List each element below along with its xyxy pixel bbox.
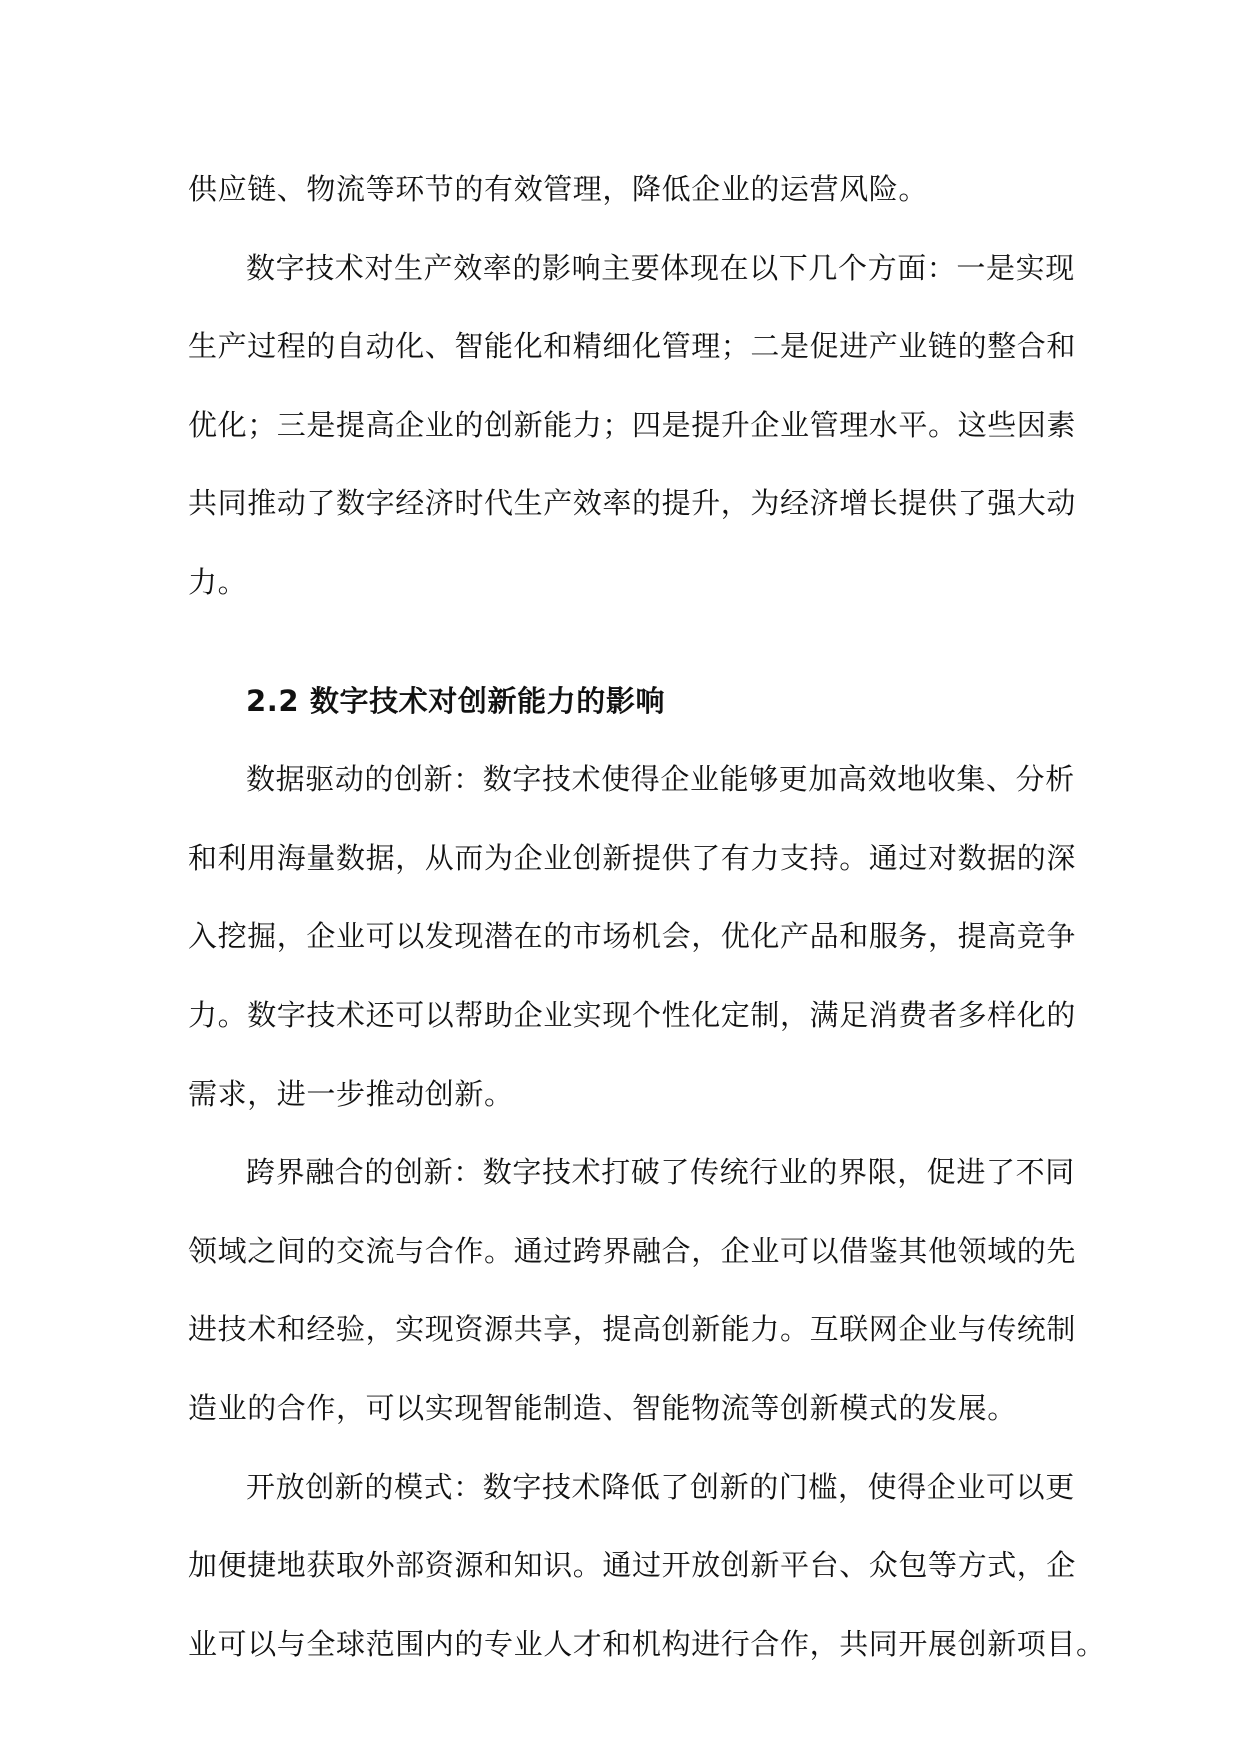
paragraph-cross-industry-innovation bbox=[188, 1133, 1077, 1447]
text-line: 生产过程的自动化、智能化和精细化管理；二是促进产业链的整合和 bbox=[188, 329, 1077, 364]
paragraph-data-driven-innovation bbox=[188, 740, 1077, 1133]
text-line: 供应链、物流等环节的有效管理，降低企业的运营风险。 bbox=[188, 172, 929, 206]
text-line: 需求，进一步推动创新。 bbox=[188, 1076, 514, 1111]
paragraph-open-innovation bbox=[188, 1448, 1106, 1684]
text-line: 力。数字技术还可以帮助企业实现个性化定制，满足消费者多样化的 bbox=[188, 997, 1077, 1032]
text-line: 进技术和经验，实现资源共享，提高创新能力。互联网企业与传统制 bbox=[188, 1312, 1077, 1347]
text-line: 造业的合作，可以实现智能制造、智能物流等创新模式的发展。 bbox=[188, 1390, 1017, 1425]
text-line: 领域之间的交流与合作。通过跨界融合，企业可以借鉴其他领域的先 bbox=[188, 1233, 1077, 1268]
paragraph-production-efficiency bbox=[188, 229, 1077, 622]
text-line: 数字技术对生产效率的影响主要体现在以下几个方面：一是实现 bbox=[246, 250, 1075, 285]
text-line: 开放创新的模式：数字技术降低了创新的门槛，使得企业可以更 bbox=[246, 1469, 1075, 1504]
text-line: 共同推动了数字经济时代生产效率的提升，为经济增长提供了强大动 bbox=[188, 486, 1077, 521]
spacer bbox=[188, 622, 1058, 662]
text-line: 数据驱动的创新：数字技术使得企业能够更加高效地收集、分析 bbox=[246, 762, 1075, 797]
text-line: 跨界融合的创新：数字技术打破了传统行业的界限，促进了不同 bbox=[246, 1155, 1075, 1190]
section-heading: 2.2 数字技术对创新能力的影响 bbox=[246, 683, 666, 718]
text-line: 加便捷地获取外部资源和知识。通过开放创新平台、众包等方式，企 bbox=[188, 1548, 1077, 1583]
text-line: 力。 bbox=[188, 564, 248, 599]
page-body bbox=[188, 150, 1106, 1683]
text-line: 入挖掘，企业可以发现潜在的市场机会，优化产品和服务，提高竞争 bbox=[188, 919, 1077, 954]
intro-paragraph bbox=[188, 150, 1058, 229]
text-line: 业可以与全球范围内的专业人才和机构进行合作，共同开展创新项目。 bbox=[188, 1626, 1106, 1661]
text-line: 优化；三是提高企业的创新能力；四是提升企业管理水平。这些因素 bbox=[188, 407, 1077, 442]
text-line: 和利用海量数据，从而为企业创新提供了有力支持。通过对数据的深 bbox=[188, 840, 1077, 875]
